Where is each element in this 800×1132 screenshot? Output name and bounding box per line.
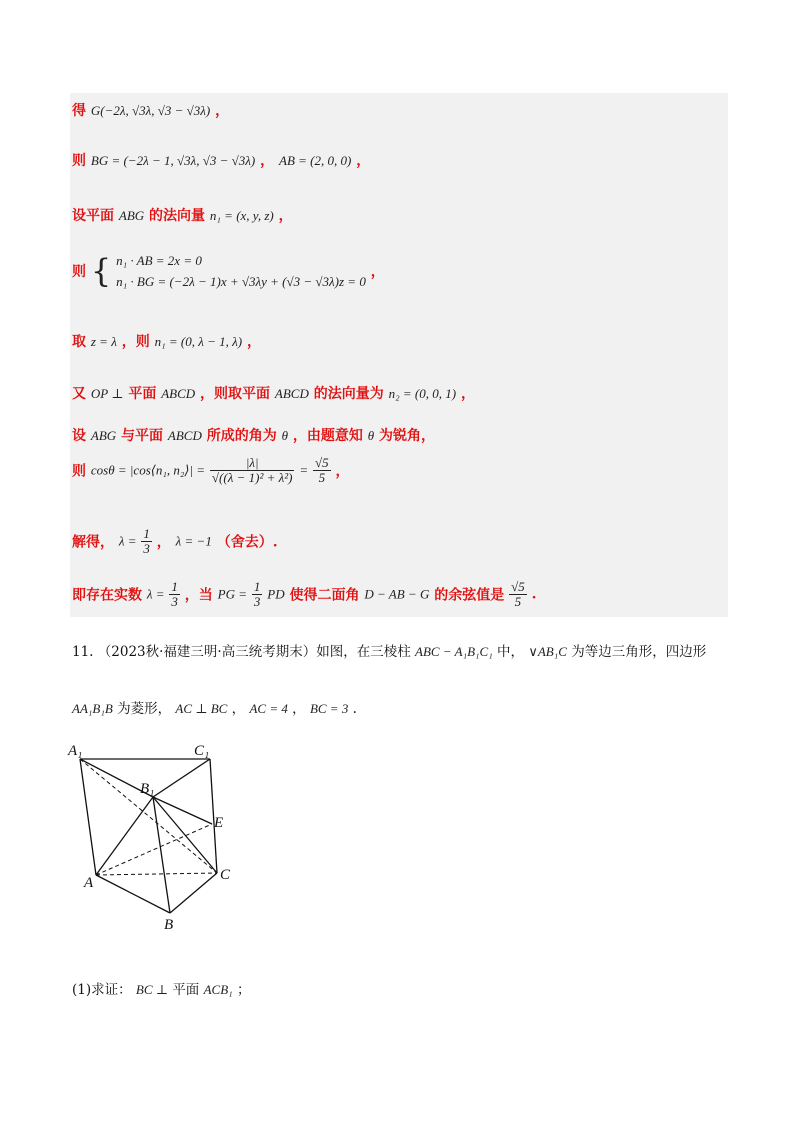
numerator: |λ| — [210, 456, 295, 471]
problem-source: （2023秋·福建三明·高三统考期末）如图，在三棱柱 — [97, 644, 411, 660]
text: ，则 — [121, 334, 150, 350]
numerator: √5 — [315, 455, 329, 470]
solution-line-4 — [72, 250, 385, 292]
denominator: 3 — [171, 594, 178, 609]
text: 取 — [72, 334, 86, 350]
edge-ac-dashed — [96, 873, 217, 875]
math: PD — [267, 586, 285, 602]
label-a: A — [84, 875, 94, 891]
edge-a1a — [80, 759, 96, 875]
math-vector-ab: AB = (2, 0, 0) — [279, 153, 352, 168]
numerator: 1 — [253, 579, 261, 594]
edge-c1b1 — [153, 759, 210, 797]
text: （舍去）. — [216, 534, 278, 551]
text: 与平面 — [121, 428, 164, 444]
math: n₂ = (0, 0, 1) — [388, 386, 457, 401]
fraction — [169, 580, 180, 609]
math: BC ⊥ — [135, 982, 169, 997]
text: . — [352, 701, 357, 717]
text: 解得， — [72, 534, 114, 551]
text: 的法向量为 — [313, 386, 384, 402]
text: 的余弦值是 — [434, 587, 505, 604]
math: ABC − A₁B₁C₁ — [415, 644, 493, 659]
math: = — [299, 462, 309, 478]
text: 为菱形， — [117, 701, 172, 717]
math: AC = 4 — [249, 701, 288, 716]
text: 设 — [72, 428, 86, 444]
math-point-g: G(−2λ, √3λ, √3 − √3λ) — [90, 103, 211, 118]
math: n₁ = (0, λ − 1, λ) — [154, 334, 243, 349]
label-c1: C₁ — [194, 743, 210, 759]
math: D − AB − G — [364, 586, 430, 602]
text: 的法向量 — [149, 208, 206, 224]
edge-bc — [170, 873, 217, 913]
problem-11-question-1 — [72, 978, 250, 998]
fraction — [509, 580, 527, 609]
solution-line-8 — [72, 456, 350, 485]
text: ， — [370, 264, 385, 280]
text: ， — [460, 386, 475, 402]
solution-line-10 — [72, 580, 536, 609]
text: 则 — [72, 153, 86, 169]
text: 即存在实数 — [72, 587, 142, 604]
math: λ = — [118, 533, 137, 549]
numerator: 1 — [171, 579, 178, 594]
solution-line-3 — [72, 205, 293, 225]
label-b1: B₁ — [140, 781, 155, 797]
denominator: 5 — [318, 470, 326, 485]
text: ， — [156, 534, 171, 551]
math: AC ⊥ BC — [175, 701, 228, 716]
problem-number: 11. — [72, 644, 94, 660]
problem-11-line-2 — [72, 697, 357, 717]
text: ， — [356, 153, 371, 169]
solution-line-1 — [72, 100, 229, 120]
math: ABCD — [167, 428, 202, 443]
text: . — [531, 586, 537, 603]
text: ， — [215, 103, 230, 119]
text: 使得二面角 — [289, 587, 360, 604]
edge-ae-dashed — [96, 824, 212, 875]
math: θ — [367, 428, 375, 443]
text: ； — [236, 982, 251, 998]
edge-b1a — [96, 797, 153, 875]
text: 中， — [497, 644, 525, 660]
text: ， — [231, 701, 246, 717]
equation-system — [116, 250, 366, 292]
math: z = λ — [90, 334, 117, 349]
denominator: 3 — [253, 594, 261, 609]
math: ABCD — [274, 386, 309, 401]
label-e: E — [214, 815, 224, 831]
math: λ = −1 — [175, 533, 212, 549]
text: ，由题意知 — [292, 428, 363, 444]
solution-line-5 — [72, 331, 261, 351]
fraction — [313, 456, 331, 485]
text: 所成的角为 — [206, 428, 277, 444]
text: ，当 — [184, 587, 213, 604]
fraction — [252, 580, 263, 609]
text: ， — [260, 153, 275, 169]
text: 平面 — [128, 386, 157, 402]
math: ABCD — [161, 386, 196, 401]
problem-11-line-1 — [72, 640, 706, 660]
edge-ab — [96, 875, 170, 913]
text: ， — [292, 701, 306, 717]
edge-b1e — [153, 797, 212, 824]
numerator: 1 — [143, 526, 150, 541]
text: 则 — [72, 463, 86, 480]
math: AA₁B₁B — [72, 701, 113, 716]
edge-a1c-dashed — [80, 759, 217, 873]
text: ， — [335, 463, 350, 480]
text: 为锐角， — [379, 428, 436, 444]
text: ， — [278, 208, 293, 224]
math-vector-bg: BG = (−2λ − 1, √3λ, √3 − √3λ) — [90, 153, 256, 168]
denominator: 3 — [143, 541, 150, 556]
numerator: √5 — [511, 579, 525, 594]
math: cosθ = |cos⟨n₁, n₂⟩| = — [90, 462, 206, 478]
label-a1: A₁ — [68, 743, 83, 759]
math: PG = — [217, 586, 248, 602]
math: ∨AB₁C — [528, 644, 567, 659]
text: 为等边三角形，四边形 — [571, 644, 707, 660]
math: OP ⊥ — [90, 386, 124, 401]
text: 设平面 — [72, 208, 114, 224]
math: ACB₁ — [203, 982, 233, 997]
text: 平面 — [172, 982, 200, 998]
equation-2: n₁ · BG = (−2λ − 1)x + √3λy + (√3 − √3λ)z = 0 — [116, 274, 366, 289]
math: λ = — [146, 586, 165, 602]
math-normal-n1: n₁ = (x, y, z) — [209, 208, 274, 223]
label-c: C — [220, 867, 231, 883]
text: ，则取平面 — [200, 386, 271, 402]
solution-line-6 — [72, 383, 475, 403]
equation-1: n₁ · AB = 2x = 0 — [116, 253, 202, 268]
text: 则 — [72, 264, 86, 280]
denominator: 5 — [514, 594, 522, 609]
label-b: B — [164, 917, 174, 933]
text: ， — [246, 334, 261, 350]
text: 又 — [72, 386, 86, 402]
math: ABG — [118, 208, 145, 223]
solution-line-7 — [72, 425, 435, 445]
brace-icon: { — [90, 252, 112, 290]
text: 得 — [72, 103, 86, 119]
math: BC = 3 — [309, 701, 349, 716]
solution-line-9 — [72, 527, 278, 556]
fraction — [210, 456, 295, 485]
denominator: √((λ − 1)² + λ²) — [211, 470, 293, 485]
fraction — [141, 527, 152, 556]
question-label: (1)求证： — [72, 982, 132, 998]
prism-figure — [60, 735, 260, 935]
solution-line-2 — [72, 150, 370, 170]
math: θ — [281, 428, 288, 443]
math: ABG — [90, 428, 117, 443]
